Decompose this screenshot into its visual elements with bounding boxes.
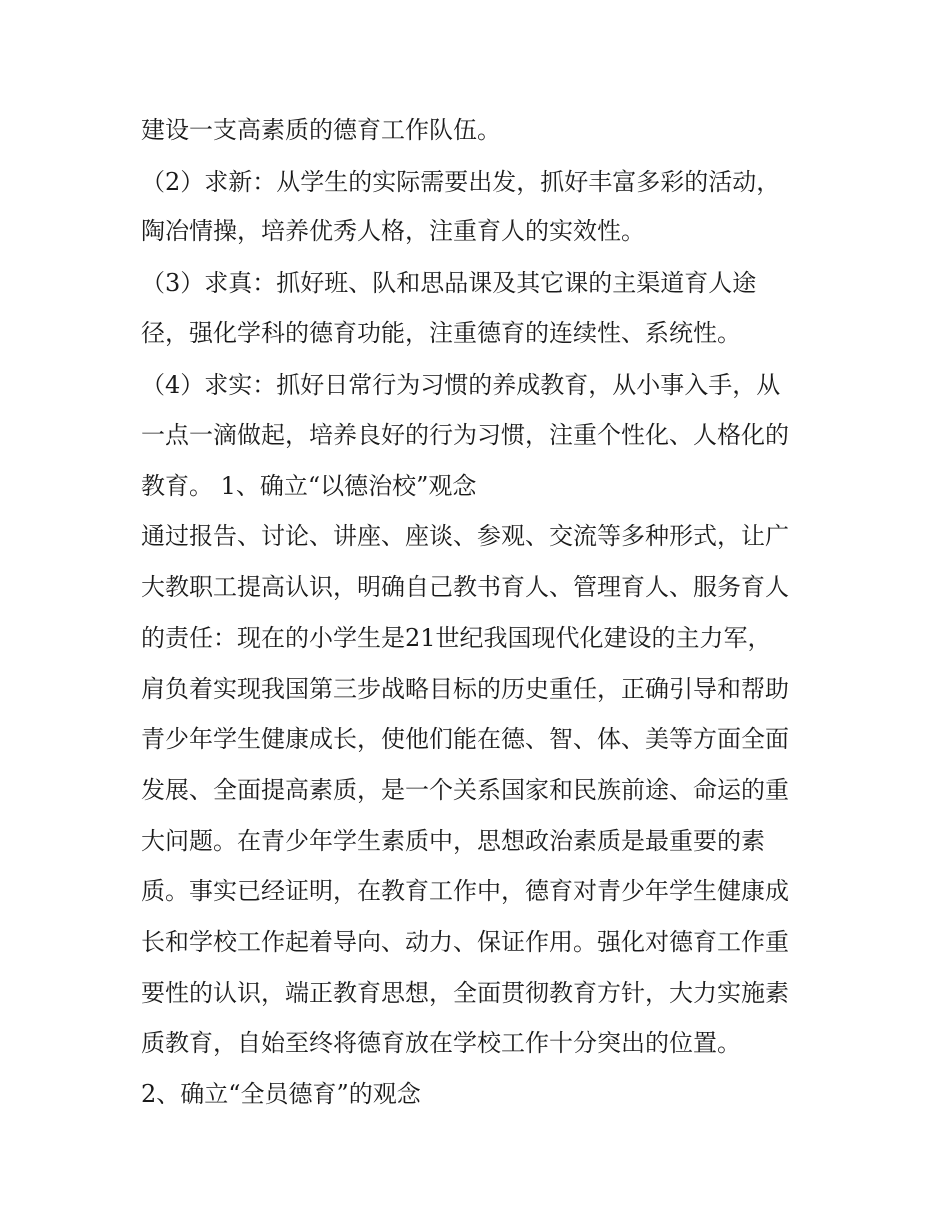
text-line: 一点一滴做起，培养良好的行为习惯，注重个性化、人格化的 — [141, 421, 789, 449]
text-line: （3）求真：抓好班、队和思品课及其它课的主渠道育人途 — [141, 269, 757, 297]
text-line: 质教育，自始至终将德育放在学校工作十分突出的位置。 — [141, 1029, 741, 1057]
text-line: 大教职工提高认识，明确自己教书育人、管理育人、服务育人 — [141, 573, 789, 601]
text-line: 长和学校工作起着导向、动力、保证作用。强化对德育工作重 — [141, 928, 789, 956]
text-line: 青少年学生健康成长，使他们能在德、智、体、美等方面全面 — [141, 725, 789, 753]
text-line: 要性的认识，端正教育思想，全面贯彻教育方针，大力实施素 — [141, 979, 789, 1007]
text-line: 肩负着实现我国第三步战略目标的历史重任，正确引导和帮助 — [141, 675, 789, 703]
text-line: 建设一支高素质的德育工作队伍。 — [141, 116, 501, 144]
text-line: 通过报告、讨论、讲座、座谈、参观、交流等多种形式，让广 — [141, 522, 789, 550]
text-line: 2、确立“全员德育”的观念 — [141, 1080, 421, 1108]
text-line: 陶冶情操，培养优秀人格，注重育人的实效性。 — [141, 217, 645, 245]
text-line: （2）求新：从学生的实际需要出发，抓好丰富多彩的活动， — [141, 168, 781, 196]
text-line: 的责任：现在的小学生是21世纪我国现代化建设的主力军， — [141, 624, 772, 652]
text-line: 径，强化学科的德育功能，注重德育的连续性、系统性。 — [141, 319, 741, 347]
text-line: （4）求实：抓好日常行为习惯的养成教育，从小事入手，从 — [141, 371, 781, 399]
text-line: 大问题。在青少年学生素质中，思想政治素质是最重要的素 — [141, 827, 765, 855]
text-line: 发展、全面提高素质，是一个关系国家和民族前途、命运的重 — [141, 776, 789, 804]
text-line: 质。事实已经证明，在教育工作中，德育对青少年学生健康成 — [141, 877, 789, 905]
text-line: 教育。 1、确立“以德治校”观念 — [141, 472, 477, 500]
